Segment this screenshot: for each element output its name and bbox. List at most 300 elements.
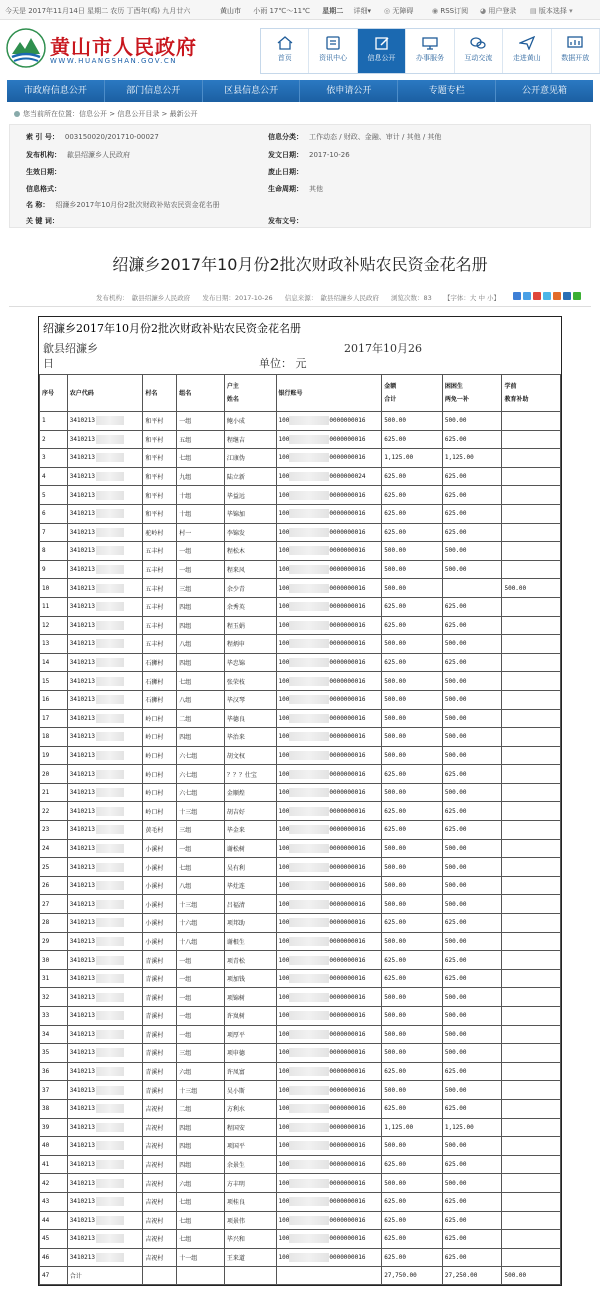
table-row	[40, 560, 561, 579]
table-cell	[67, 895, 143, 914]
table-cell: 岭口村	[143, 746, 177, 765]
table-cell: 500.00	[382, 1081, 443, 1100]
table-cell: 和平村	[143, 412, 177, 431]
table-row	[40, 523, 561, 542]
share-renren-icon[interactable]	[553, 292, 561, 300]
table-row	[40, 821, 561, 840]
redacted-mask	[96, 1123, 124, 1132]
meta-keywords: 关 键 词：	[26, 217, 59, 225]
table-cell: 八组	[177, 876, 225, 895]
nav-info-public[interactable]: 信息公开	[358, 29, 406, 73]
table-cell: 岭口村	[143, 765, 177, 784]
account-prefix: 100	[278, 1049, 290, 1057]
table-cell: 吉祝村	[143, 1155, 177, 1174]
column-header: 困困生 两免一补	[442, 375, 502, 412]
table-cell	[502, 765, 561, 784]
table-cell: 石狮村	[143, 653, 177, 672]
table-cell: 吴有利	[224, 858, 276, 877]
table-cell: 毕汉琴	[224, 690, 276, 709]
redacted-mask	[289, 1253, 329, 1262]
table-cell: 18	[40, 728, 68, 747]
table-cell: 625.00	[442, 597, 502, 616]
household-code: 3410213	[69, 956, 96, 964]
account-suffix: 0000000016	[329, 659, 366, 667]
table-cell: 15	[40, 672, 68, 691]
table-row	[40, 1118, 561, 1137]
account-prefix: 100	[278, 1123, 290, 1131]
table-cell: 五组	[177, 430, 225, 449]
account-suffix: 0000000016	[329, 640, 366, 648]
account-suffix: 0000000016	[329, 844, 366, 852]
table-cell: 十三组	[177, 802, 225, 821]
weather-info	[220, 6, 371, 16]
table-cell: 和平村	[143, 504, 177, 523]
column-header: 组名	[177, 375, 225, 412]
account-prefix: 100	[278, 937, 290, 945]
redacted-mask	[289, 695, 329, 704]
account-suffix: 0000000016	[329, 919, 366, 927]
table-cell: 500.00	[382, 690, 443, 709]
account-suffix: 0000000016	[329, 789, 366, 797]
table-cell: 500.00	[442, 1174, 502, 1193]
table-cell: 青溪村	[143, 1007, 177, 1026]
redacted-mask	[289, 1086, 329, 1095]
table-cell: 七组	[177, 672, 225, 691]
table-cell: 一组	[177, 412, 225, 431]
account-prefix: 100	[278, 528, 290, 536]
table-cell	[502, 821, 561, 840]
household-code: 3410213	[69, 770, 96, 778]
table-row	[40, 449, 561, 468]
table-row	[40, 504, 561, 523]
redacted-mask	[96, 937, 124, 946]
table-row	[40, 467, 561, 486]
table-cell: 小溪村	[143, 839, 177, 858]
table-row	[40, 895, 561, 914]
table-cell	[67, 1081, 143, 1100]
household-code: 3410213	[69, 584, 96, 592]
redacted-mask	[289, 1011, 329, 1020]
redacted-mask	[289, 1179, 329, 1188]
rss-link[interactable]: ◉ RSS订阅	[432, 7, 469, 15]
table-cell: 625.00	[442, 914, 502, 933]
table-cell: 625.00	[442, 1062, 502, 1081]
account-prefix: 100	[278, 807, 290, 815]
table-cell: 四组	[177, 653, 225, 672]
account-suffix: 0000000016	[329, 584, 366, 592]
redacted-mask	[96, 825, 124, 834]
account-prefix: 100	[278, 1105, 290, 1113]
nav-city-gov-info[interactable]: 市政府信息公开	[7, 80, 105, 102]
redacted-mask	[289, 472, 329, 481]
table-row	[40, 597, 561, 616]
table-cell: 40	[40, 1137, 68, 1156]
table-cell	[67, 1025, 143, 1044]
table-cell: 和平村	[143, 467, 177, 486]
table-cell	[276, 412, 382, 431]
table-cell	[67, 839, 143, 858]
account-prefix: 100	[278, 491, 290, 499]
table-cell: 500.00	[382, 988, 443, 1007]
table-cell	[502, 1192, 561, 1211]
table-cell: 500.00	[382, 746, 443, 765]
account-suffix: 0000000016	[329, 566, 366, 574]
table-cell: 1,125.00	[442, 449, 502, 468]
table-cell: 1	[40, 412, 68, 431]
table-cell: 9	[40, 560, 68, 579]
table-cell: 驼岭村	[143, 523, 177, 542]
table-cell: 5	[40, 486, 68, 505]
share-wechat-icon[interactable]	[573, 292, 581, 300]
nav-county-info[interactable]: 区县信息公开	[203, 80, 301, 102]
table-cell	[67, 914, 143, 933]
table-cell: 625.00	[442, 1155, 502, 1174]
city-logo-icon[interactable]	[6, 28, 46, 68]
nav-dept-info[interactable]: 部门信息公开	[105, 80, 203, 102]
table-cell	[502, 467, 561, 486]
table-cell	[276, 1155, 382, 1174]
account-prefix: 100	[278, 510, 290, 518]
table-cell: 625.00	[442, 504, 502, 523]
table-row	[40, 1192, 561, 1211]
metadata-panel	[9, 124, 591, 228]
total-preschool: 500.00	[502, 1267, 561, 1285]
table-cell: 16	[40, 690, 68, 709]
table-cell	[276, 969, 382, 988]
nav-open-data[interactable]: 数据开放	[552, 29, 600, 73]
table-cell: 500.00	[442, 672, 502, 691]
table-row	[40, 542, 561, 561]
table-row	[40, 1248, 561, 1267]
table-cell	[67, 1062, 143, 1081]
article-title: 绍濂乡2017年10月份2批次财政补贴农民资金花名册	[112, 255, 488, 274]
redacted-mask	[289, 993, 329, 1002]
table-cell: 三组	[177, 579, 225, 598]
share-weibo-icon[interactable]	[533, 292, 541, 300]
account-prefix: 100	[278, 1012, 290, 1020]
table-cell: 青溪村	[143, 1062, 177, 1081]
table-cell: 500.00	[442, 1007, 502, 1026]
household-code: 3410213	[69, 510, 96, 518]
household-code: 3410213	[69, 659, 96, 667]
redacted-mask	[96, 509, 124, 518]
account-suffix: 0000000016	[329, 677, 366, 685]
share-qzone-icon[interactable]	[523, 292, 531, 300]
table-cell	[276, 1192, 382, 1211]
table-cell	[276, 821, 382, 840]
table-cell: 石狮村	[143, 672, 177, 691]
household-code: 3410213	[69, 919, 96, 927]
share-people-icon[interactable]	[563, 292, 571, 300]
redacted-mask	[289, 1048, 329, 1057]
household-code: 3410213	[69, 547, 96, 555]
table-cell: 陆立新	[224, 467, 276, 486]
table-cell: 500.00	[382, 709, 443, 728]
column-header: 村名	[143, 375, 177, 412]
table-cell: 项桂良	[224, 1192, 276, 1211]
account-suffix: 0000000016	[329, 454, 366, 462]
table-cell: 吉祝村	[143, 1137, 177, 1156]
table-cell	[67, 1099, 143, 1118]
table-cell: 500.00	[382, 728, 443, 747]
table-cell: 500.00	[442, 709, 502, 728]
table-cell	[276, 430, 382, 449]
account-suffix: 0000000016	[329, 621, 366, 629]
table-cell: 李锦发	[224, 523, 276, 542]
table-cell: 吉祝村	[143, 1248, 177, 1267]
table-cell	[67, 430, 143, 449]
table-cell: 吴小斯	[224, 1081, 276, 1100]
table-cell: 36	[40, 1062, 68, 1081]
account-prefix: 100	[278, 770, 290, 778]
table-cell	[276, 914, 382, 933]
table-cell: 625.00	[382, 616, 443, 635]
table-cell	[276, 1174, 382, 1193]
table-cell: 岭口村	[143, 802, 177, 821]
redacted-mask	[96, 1234, 124, 1243]
household-code: 3410213	[69, 1105, 96, 1113]
table-cell	[67, 709, 143, 728]
table-cell	[67, 969, 143, 988]
nav-interaction[interactable]: 互动交流	[455, 29, 503, 73]
news-icon	[325, 36, 341, 50]
version-select[interactable]: ▤ 版本选择 ▾	[530, 7, 573, 15]
table-cell	[502, 895, 561, 914]
table-cell: 岭口村	[143, 783, 177, 802]
table-cell: 许岚树	[224, 1007, 276, 1026]
redacted-mask	[96, 732, 124, 741]
household-code: 3410213	[69, 696, 96, 704]
redacted-mask	[289, 453, 329, 462]
total-index: 47	[40, 1267, 68, 1285]
account-suffix: 0000000016	[329, 900, 366, 908]
table-cell	[67, 1118, 143, 1137]
redacted-mask	[289, 584, 329, 593]
table-cell	[276, 709, 382, 728]
household-code: 3410213	[69, 417, 96, 425]
table-cell	[276, 1248, 382, 1267]
table-cell: 41	[40, 1155, 68, 1174]
column-header: 农户代码	[67, 375, 143, 412]
meta-lifecycle: 生命周期： 其他	[268, 185, 323, 193]
chat-icon	[470, 36, 486, 50]
table-cell: 岭口村	[143, 709, 177, 728]
redacted-mask	[96, 528, 124, 537]
nav-about-huangshan[interactable]: 走进黄山	[503, 29, 551, 73]
table-cell: 625.00	[382, 1192, 443, 1211]
nav-opinion-box[interactable]: 公开意见箱	[522, 86, 568, 96]
table-cell: 项锦树	[224, 988, 276, 1007]
table-cell: 500.00	[382, 876, 443, 895]
account-prefix: 100	[278, 751, 290, 759]
table-cell	[67, 1137, 143, 1156]
table-cell: 项申德	[224, 1044, 276, 1063]
table-cell: 小溪村	[143, 876, 177, 895]
table-cell: 625.00	[382, 523, 443, 542]
account-suffix: 0000000016	[329, 1123, 366, 1131]
account-suffix: 0000000016	[329, 826, 366, 834]
redacted-mask	[96, 621, 124, 630]
table-cell: 30	[40, 951, 68, 970]
redacted-mask	[96, 956, 124, 965]
redacted-mask	[289, 863, 329, 872]
table-cell: 项国平	[224, 1137, 276, 1156]
table-cell	[442, 579, 502, 598]
redacted-mask	[289, 1141, 329, 1150]
font-size-control[interactable]: 【字体：大 中 小】	[443, 294, 501, 302]
table-cell	[67, 653, 143, 672]
table-cell: 500.00	[442, 1025, 502, 1044]
table-cell: 625.00	[442, 1211, 502, 1230]
redacted-mask	[96, 416, 124, 425]
table-cell	[502, 449, 561, 468]
table-cell: 村一	[177, 523, 225, 542]
table-cell	[67, 1192, 143, 1211]
table-cell	[276, 1025, 382, 1044]
household-code: 3410213	[69, 1030, 96, 1038]
table-cell	[67, 783, 143, 802]
redacted-mask	[289, 714, 329, 723]
table-cell: 2	[40, 430, 68, 449]
table-cell: 625.00	[382, 430, 443, 449]
table-cell: 625.00	[442, 821, 502, 840]
account-suffix: 0000000016	[329, 1179, 366, 1187]
table-cell: 五丰村	[143, 560, 177, 579]
account-suffix: 0000000016	[329, 1235, 366, 1243]
redacted-mask	[289, 658, 329, 667]
table-cell	[502, 653, 561, 672]
table-cell: 625.00	[382, 1248, 443, 1267]
table-row	[40, 839, 561, 858]
meta-doc-date: 发文日期： 2017-10-26	[268, 151, 350, 159]
table-cell	[276, 504, 382, 523]
login-link[interactable]: ◕ 用户登录	[480, 7, 517, 15]
doc-title: 绍濂乡2017年10月份2批次财政补贴农民资金花名册	[43, 322, 301, 335]
meta-format: 信息格式：	[26, 185, 61, 193]
household-code: 3410213	[69, 603, 96, 611]
nav-service[interactable]: 办事服务	[406, 29, 454, 73]
table-cell: 43	[40, 1192, 68, 1211]
table-cell	[67, 579, 143, 598]
send-icon	[519, 36, 535, 50]
household-code: 3410213	[69, 993, 96, 1001]
account-prefix: 100	[278, 919, 290, 927]
table-cell: 21	[40, 783, 68, 802]
table-cell: 谢根生	[224, 932, 276, 951]
table-cell	[276, 802, 382, 821]
account-prefix: 100	[278, 454, 290, 462]
table-cell: 三组	[177, 821, 225, 840]
table-cell: 谢松树	[224, 839, 276, 858]
breadcrumb: 您当前所在位置：信息公开 > 信息公开目录 > 最新公开	[14, 109, 198, 119]
table-cell: 24	[40, 839, 68, 858]
table-cell	[502, 914, 561, 933]
info-source: 信息来源： 歙县绍濂乡人民政府	[284, 294, 379, 302]
table-cell: 19	[40, 746, 68, 765]
account-suffix: 0000000016	[329, 1254, 366, 1262]
nav-news[interactable]: 资讯中心	[309, 29, 357, 73]
account-prefix: 100	[278, 993, 290, 1001]
share-tencent-icon[interactable]	[543, 292, 551, 300]
table-cell: 项厚平	[224, 1025, 276, 1044]
household-code: 3410213	[69, 677, 96, 685]
table-cell: 一组	[177, 1007, 225, 1026]
table-row	[40, 988, 561, 1007]
table-cell	[502, 746, 561, 765]
site-title[interactable]: 黄山市人民政府	[50, 35, 197, 59]
nav-apply-info[interactable]: 依申请公开	[300, 80, 398, 102]
table-row	[40, 430, 561, 449]
table-cell: 吕福清	[224, 895, 276, 914]
table-cell: 500.00	[442, 988, 502, 1007]
nav-home[interactable]: 首页	[261, 29, 309, 73]
info-views: 浏览次数：83	[391, 294, 432, 302]
household-code: 3410213	[69, 844, 96, 852]
table-cell: 25	[40, 858, 68, 877]
table-row	[40, 486, 561, 505]
table-cell	[502, 1007, 561, 1026]
accessibility-link[interactable]: ◎ 无障碍	[384, 7, 414, 15]
redacted-mask	[96, 863, 124, 872]
account-suffix: 0000000016	[329, 510, 366, 518]
redacted-mask	[96, 788, 124, 797]
table-row	[40, 709, 561, 728]
table-cell: 7	[40, 523, 68, 542]
table-cell: 500.00	[502, 579, 561, 598]
table-cell: 3	[40, 449, 68, 468]
table-cell: ？？？仕宝	[224, 765, 276, 784]
table-cell	[276, 895, 382, 914]
nav-special-topics[interactable]: 专题专栏	[398, 80, 496, 102]
account-prefix: 100	[278, 621, 290, 629]
table-cell: 625.00	[382, 653, 443, 672]
table-cell: 10	[40, 579, 68, 598]
account-suffix: 0000000016	[329, 993, 366, 1001]
table-cell: 625.00	[382, 1155, 443, 1174]
table-row	[40, 635, 561, 654]
household-code: 3410213	[69, 1161, 96, 1169]
account-suffix: 0000000016	[329, 770, 366, 778]
table-cell: 吉祝村	[143, 1192, 177, 1211]
table-cell: 六组	[177, 1062, 225, 1081]
table-cell: 1,125.00	[382, 449, 443, 468]
household-code: 3410213	[69, 789, 96, 797]
weather-detail-link[interactable]: 详细	[353, 7, 368, 15]
table-cell: 625.00	[382, 504, 443, 523]
doc-town: 歙县绍濂乡	[43, 342, 98, 355]
household-code: 3410213	[69, 1049, 96, 1057]
account-suffix: 0000000016	[329, 714, 366, 722]
account-prefix: 100	[278, 659, 290, 667]
table-cell: 500.00	[382, 839, 443, 858]
table-cell: 方丰明	[224, 1174, 276, 1193]
table-cell	[502, 1025, 561, 1044]
account-suffix: 0000000016	[329, 1012, 366, 1020]
account-prefix: 100	[278, 603, 290, 611]
account-suffix: 0000000016	[329, 751, 366, 759]
table-cell: 625.00	[442, 1099, 502, 1118]
table-cell: 程玉娟	[224, 616, 276, 635]
table-cell	[502, 690, 561, 709]
share-plus-icon[interactable]	[513, 292, 521, 300]
redacted-mask	[96, 1104, 124, 1113]
table-row	[40, 1155, 561, 1174]
table-cell: 500.00	[442, 1081, 502, 1100]
account-suffix: 0000000016	[329, 1142, 366, 1150]
info-publisher: 发布机构： 歙县绍濂乡人民政府	[96, 294, 191, 302]
icon-nav	[260, 28, 600, 74]
rss-icon: ◉	[432, 7, 439, 15]
